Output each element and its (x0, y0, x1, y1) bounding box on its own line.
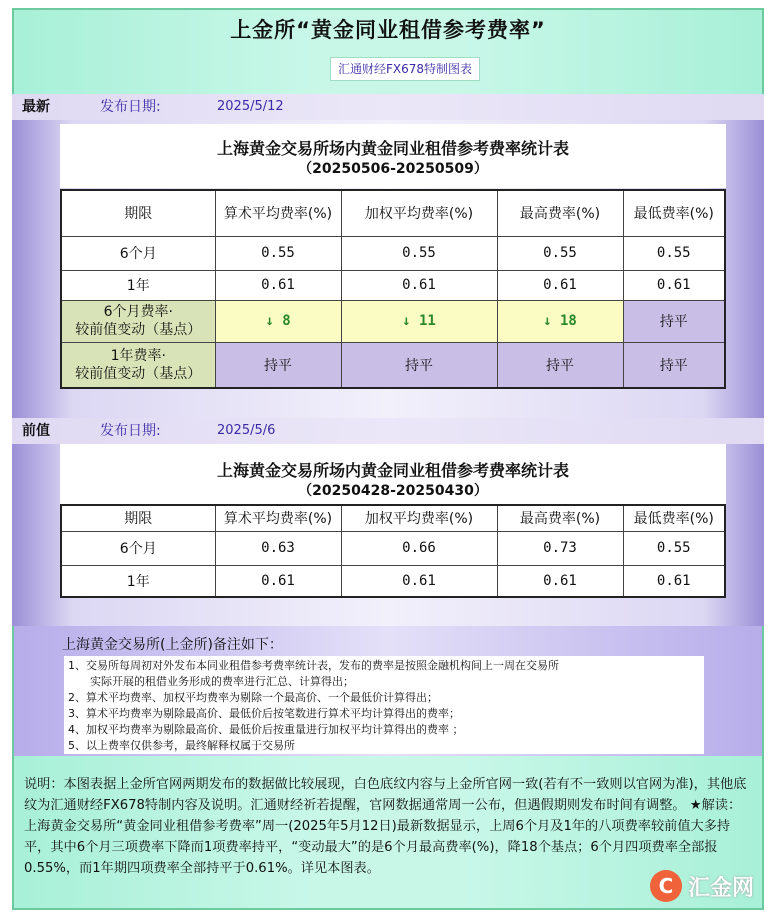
watermark-text: 汇金网 (688, 875, 755, 901)
source-label: 汇通财经FX678特制图表 (330, 57, 480, 81)
latest-table-range: （20250506-20250509） (298, 161, 488, 177)
change-row-6m (61, 300, 725, 342)
cell: 0.66 (341, 531, 497, 565)
cell: 0.55 (497, 236, 623, 270)
note-line: 4、加权平均费率为剔除最高价、最低价后按重量进行加权平均计算得出的费率 ； (68, 723, 464, 736)
change-6m-low: 持平 (623, 300, 725, 342)
cell: 0.55 (623, 531, 725, 565)
change-value: 8 (282, 313, 291, 329)
cell: 0.61 (341, 270, 497, 300)
change-1y-label (61, 342, 215, 388)
arrow-down-icon: ↓ (543, 313, 552, 329)
col-weighted: 加权平均费率(%) (341, 505, 497, 531)
change-1y-weighted: 持平 (341, 342, 497, 388)
previous-band (12, 418, 764, 444)
label-line: 1年费率· (110, 347, 166, 364)
watermark (650, 868, 760, 904)
cell: 0.63 (215, 531, 341, 565)
table-row (61, 270, 725, 300)
cell: 0.61 (215, 565, 341, 597)
table-row (61, 565, 725, 597)
previous-table (60, 504, 726, 598)
latest-table-title: 上海黄金交易所场内黄金同业租借参考费率统计表 (216, 139, 569, 158)
table-row (61, 236, 725, 270)
note-line: 1、交易所每周初对外发布本同业租借参考费率统计表，发布的费率是按照金融机构间上一周在交易所 (68, 659, 559, 672)
col-arith: 算术平均费率(%) (215, 190, 341, 236)
label-line: 较前值变动（基点） (75, 365, 202, 382)
col-high: 最高费率(%) (497, 190, 623, 236)
table-header-row (61, 190, 725, 236)
previous-card (60, 444, 726, 504)
cell: 0.61 (341, 565, 497, 597)
cell: 0.55 (623, 236, 725, 270)
note-line: 3、算术平均费率为剔除最高价、最低价后按笔数进行算术平均计算得出的费率； (68, 707, 460, 720)
change-1y-low: 持平 (623, 342, 725, 388)
cell: 0.73 (497, 531, 623, 565)
table-header-row (61, 505, 725, 531)
change-6m-high (497, 300, 623, 342)
arrow-down-icon: ↓ (402, 313, 411, 329)
label-line: 较前值变动（基点） (75, 322, 202, 338)
label-line: 6个月费率· (103, 304, 173, 320)
notes-heading: 上海黄金交易所(上金所)备注如下： (62, 637, 283, 653)
table-row (61, 531, 725, 565)
change-value: 11 (419, 313, 436, 329)
latest-publish-date: 2025/5/12 (217, 99, 284, 114)
previous-table-range: （20250428-20250430） (298, 483, 488, 499)
change-6m-arith (215, 300, 341, 342)
cell: 0.61 (623, 270, 725, 300)
col-high: 最高费率(%) (497, 505, 623, 531)
notes-panel (14, 626, 762, 756)
col-weighted: 加权平均费率(%) (341, 190, 497, 236)
latest-band (12, 94, 764, 120)
previous-publish-date: 2025/5/6 (217, 423, 276, 438)
page-title: 上金所“黄金同业租借参考费率” (230, 18, 546, 42)
latest-publish-label: 发布日期: (100, 99, 161, 115)
col-arith: 算术平均费率(%) (215, 505, 341, 531)
cell: 1年 (61, 565, 215, 597)
cell: 0.55 (341, 236, 497, 270)
previous-tag: 前值 (22, 423, 50, 439)
col-term: 期限 (61, 190, 215, 236)
change-1y-high: 持平 (497, 342, 623, 388)
col-low: 最低费率(%) (623, 505, 725, 531)
change-1y-arith: 持平 (215, 342, 341, 388)
flame-icon: C (650, 870, 682, 902)
cell: 0.55 (215, 236, 341, 270)
cell: 6个月 (61, 236, 215, 270)
change-value: 18 (560, 313, 577, 329)
col-low: 最低费率(%) (623, 190, 725, 236)
col-term: 期限 (61, 505, 215, 531)
explanation-text: 说明：本图表据上金所官网两期发布的数据做比较展现，白色底纹内容与上金所官网一致(若有不一致则以官网为准)，其他底纹为汇通财经FX678特制内容及说明。汇通财经祈若提醒，官网数据通常周一公布，但遇假期则发布时间有调整。 ★解读：上海黄金交易所“黄金同业租借参考费率”周一(2025年5月12日)最新数据显示，上周6个月及1年的八项费率较前值大多持平，其中6个月三项费率下降而1项费率持平，“变动最大”的是6个月最高费率(%)，降18个基点；6个月四项费率全部报0.55%，而1年期四项费率全部持平于0.61%。详见本图表。 (24, 777, 747, 876)
cell: 0.61 (497, 565, 623, 597)
latest-tag: 最新 (22, 99, 50, 115)
change-6m-label (61, 300, 215, 342)
cell: 0.61 (215, 270, 341, 300)
cell: 0.61 (497, 270, 623, 300)
note-line: 5、以上费率仅供参考，最终解释权属于交易所 (68, 739, 295, 752)
change-6m-weighted (341, 300, 497, 342)
change-row-1y (61, 342, 725, 388)
latest-card (60, 124, 726, 188)
note-line: 2、算术平均费率、加权平均费率为剔除一个最高价、一个最低价计算得出； (68, 691, 438, 704)
latest-table (60, 189, 726, 389)
note-line: 实际开展的租借业务形成的费率进行汇总、计算得出； (68, 675, 354, 688)
notes-body (64, 656, 704, 754)
arrow-down-icon: ↓ (265, 313, 274, 329)
cell: 0.61 (623, 565, 725, 597)
cell: 6个月 (61, 531, 215, 565)
previous-table-title: 上海黄金交易所场内黄金同业租借参考费率统计表 (216, 461, 569, 480)
cell: 1年 (61, 270, 215, 300)
previous-publish-label: 发布日期: (100, 423, 161, 439)
